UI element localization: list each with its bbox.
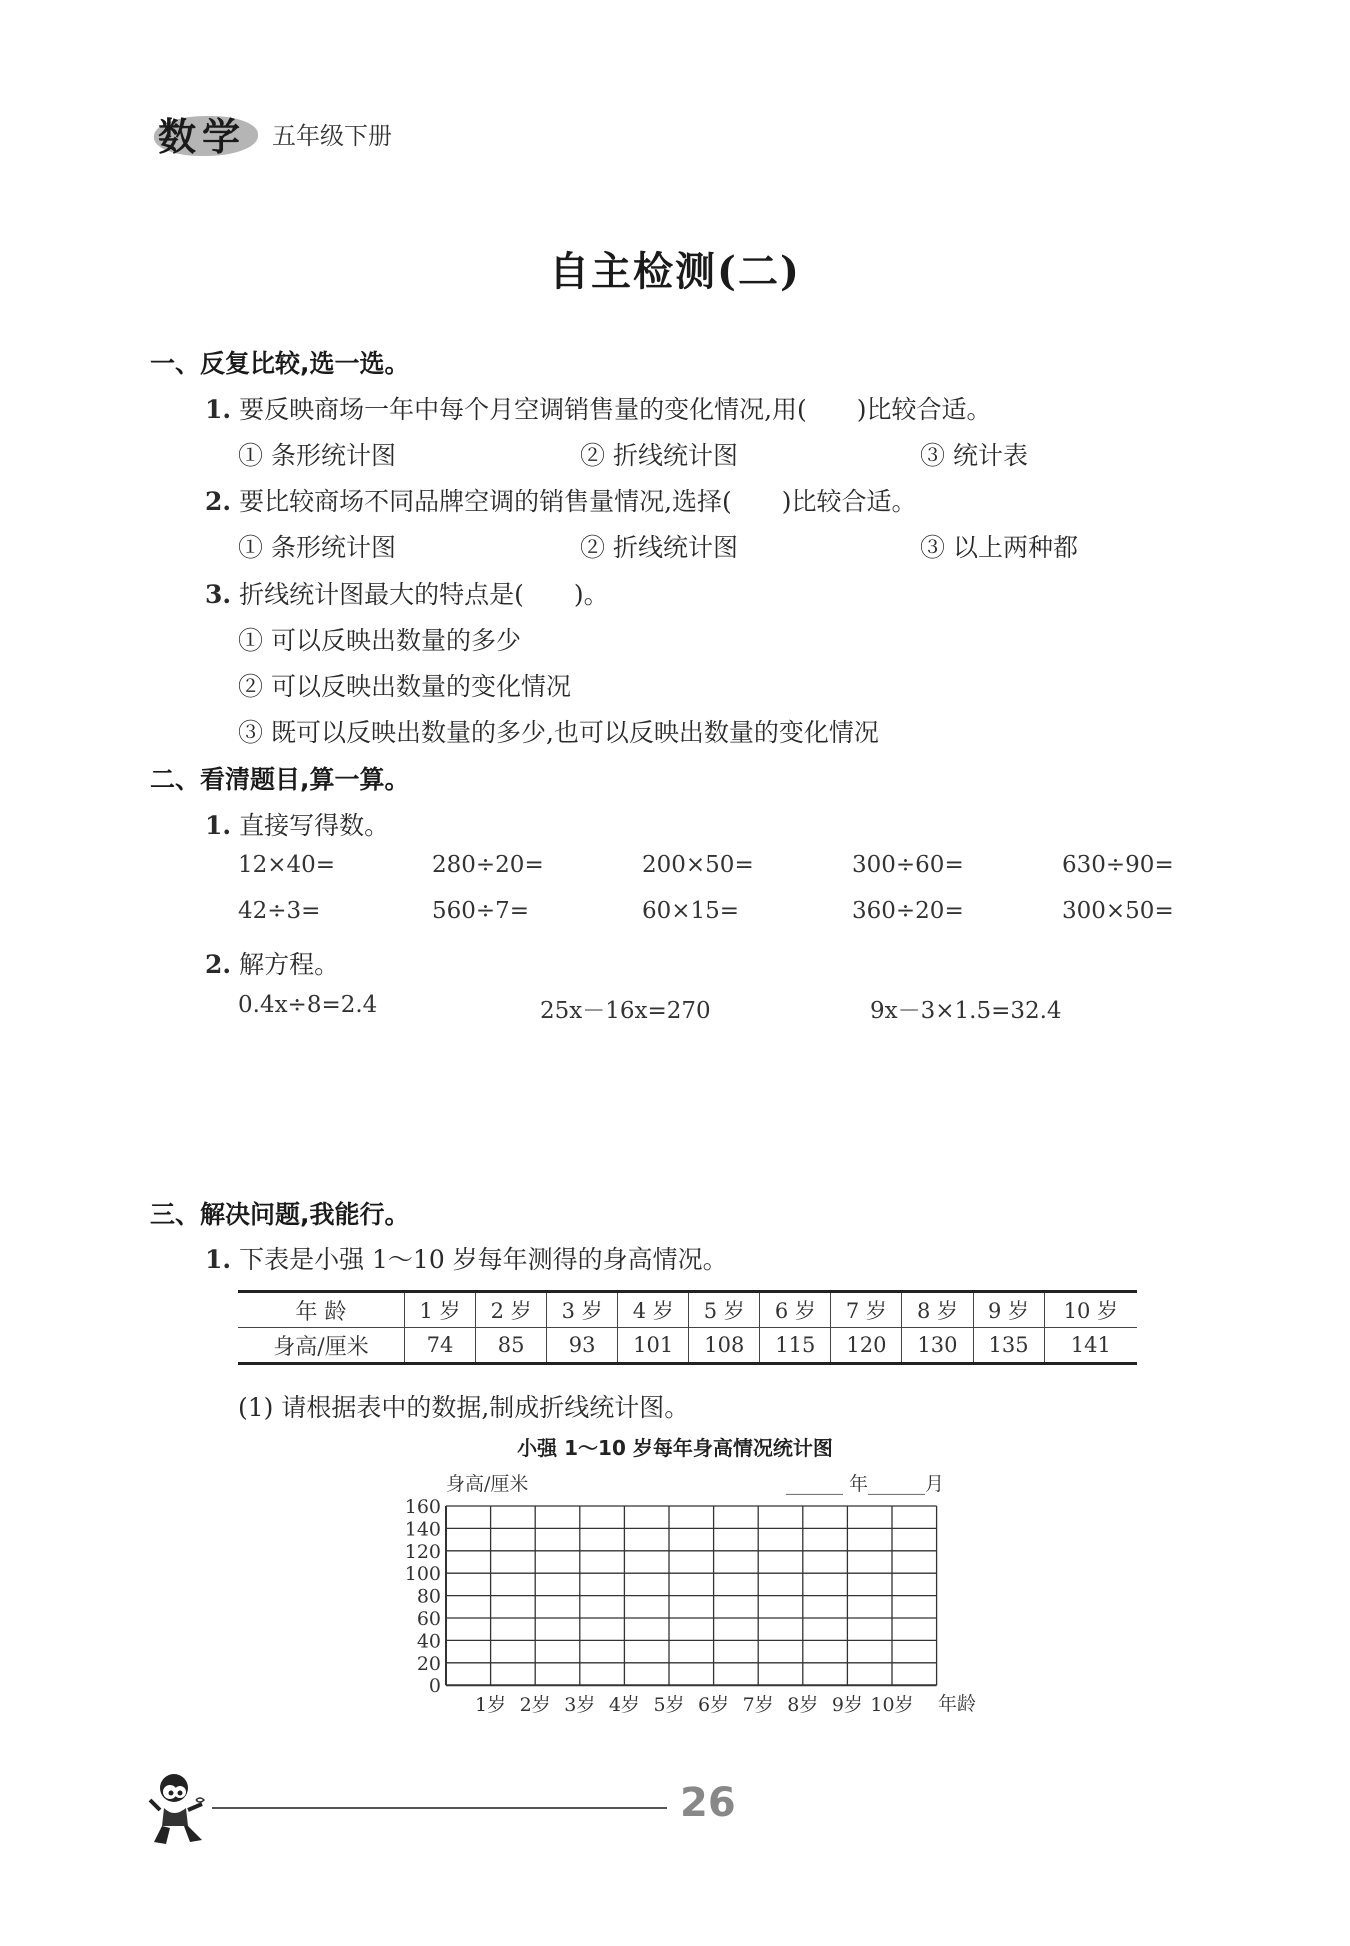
option: ② 折线统计图 [580, 441, 738, 470]
footer-rule [212, 1807, 667, 1809]
option: ① 条形统计图 [238, 441, 396, 470]
y-tick-label: 0 [428, 1675, 441, 1698]
height-cell: 93 [547, 1328, 618, 1364]
age-cell: 7 岁 [831, 1292, 902, 1328]
row-label: 年 龄 [238, 1292, 405, 1328]
calc-item: 630÷90= [1062, 852, 1174, 878]
section2-heading: 二、看清题目,算一算。 [150, 765, 410, 794]
section3-heading: 三、解决问题,我能行。 [150, 1200, 410, 1229]
x-tick-label: 2岁 [519, 1694, 551, 1717]
x-tick-label: 3岁 [564, 1694, 596, 1717]
page-number: 26 [680, 1780, 736, 1826]
calc-item: 560÷7= [432, 898, 530, 924]
height-table [238, 1290, 1137, 1365]
question-number: 1. [205, 395, 232, 424]
age-cell: 3 岁 [547, 1292, 618, 1328]
x-tick-label: 4岁 [608, 1694, 640, 1717]
question-1-3 [205, 575, 609, 611]
x-tick-label: 10岁 [870, 1694, 914, 1717]
age-cell: 1 岁 [405, 1292, 476, 1328]
age-cell: 10 岁 [1044, 1292, 1137, 1328]
chart-title: 小强 1～10 岁每年身高情况统计图 [517, 1436, 833, 1460]
height-cell: 85 [476, 1328, 547, 1364]
height-cell: 115 [760, 1328, 831, 1364]
question-1-1 [205, 390, 992, 426]
question-text: 直接写得数。 [239, 811, 390, 840]
line-chart-grid [390, 1464, 1010, 1724]
equation: 9x－3×1.5=32.4 [870, 998, 1062, 1024]
equation: 25x－16x=270 [540, 998, 711, 1024]
x-tick-label: 8岁 [787, 1694, 819, 1717]
question-text: 折线统计图最大的特点是( )。 [239, 580, 609, 609]
question-2-2 [205, 945, 339, 981]
height-cell: 141 [1044, 1328, 1137, 1364]
age-cell: 2 岁 [476, 1292, 547, 1328]
section1-heading: 一、反复比较,选一选。 [150, 349, 410, 378]
question-text: 解方程。 [239, 950, 340, 979]
y-tick-label: 140 [404, 1518, 441, 1541]
height-cell: 101 [618, 1328, 689, 1364]
question-text: 要比较商场不同品牌空调的销售量情况,选择( )比较合适。 [239, 487, 917, 516]
question-2-1 [205, 806, 389, 842]
grade-label: 五年级下册 [272, 122, 392, 150]
height-cell: 74 [405, 1328, 476, 1364]
height-cell: 120 [831, 1328, 902, 1364]
age-cell: 5 岁 [689, 1292, 760, 1328]
question-number: 1. [205, 811, 232, 840]
x-tick-label: 1岁 [475, 1694, 507, 1717]
option: ① 可以反映出数量的多少 [238, 626, 521, 655]
calc-item: 280÷20= [432, 852, 544, 878]
y-tick-label: 160 [404, 1496, 441, 1518]
question-text: 要反映商场一年中每个月空调销售量的变化情况,用( )比较合适。 [239, 395, 992, 424]
age-row [238, 1292, 1137, 1328]
y-tick-label: 20 [416, 1652, 441, 1675]
date-blank: ______ 年______月 [786, 1473, 945, 1495]
age-cell: 4 岁 [618, 1292, 689, 1328]
age-cell: 8 岁 [902, 1292, 973, 1328]
y-tick-label: 40 [416, 1630, 441, 1653]
calc-item: 300×50= [1062, 898, 1174, 924]
calc-item: 300÷60= [852, 852, 964, 878]
height-cell: 108 [689, 1328, 760, 1364]
x-tick-labels [475, 1694, 914, 1716]
question-text: 下表是小强 1～10 岁每年测得的身高情况。 [239, 1245, 728, 1274]
option: ① 条形统计图 [238, 533, 396, 562]
question-3-1 [205, 1240, 728, 1276]
y-axis-label: 身高/厘米 [446, 1473, 529, 1495]
y-tick-label: 80 [416, 1585, 441, 1608]
calc-item: 42÷3= [238, 898, 321, 924]
x-axis-label: 年龄 [938, 1693, 977, 1715]
x-tick-label: 9岁 [831, 1694, 863, 1717]
option: ② 折线统计图 [580, 533, 738, 562]
age-cell: 6 岁 [760, 1292, 831, 1328]
equation: 0.4x÷8=2.4 [238, 992, 378, 1018]
height-row [238, 1328, 1137, 1364]
chart-grid [446, 1506, 937, 1685]
y-tick-label: 60 [416, 1608, 441, 1630]
y-tick-label: 100 [404, 1563, 441, 1586]
subject-label: 数学 [158, 115, 247, 159]
subquestion-1: (1) 请根据表中的数据,制成折线统计图。 [238, 1393, 690, 1422]
y-tick-label: 120 [404, 1540, 441, 1563]
question-number: 2. [205, 950, 232, 979]
calc-item: 360÷20= [852, 898, 964, 924]
option: ③ 统计表 [920, 441, 1028, 470]
calc-item: 60×15= [642, 898, 740, 924]
row-label: 身高/厘米 [238, 1328, 405, 1364]
option: ② 可以反映出数量的变化情况 [238, 672, 571, 701]
option: ③ 既可以反映出数量的多少,也可以反映出数量的变化情况 [238, 718, 879, 747]
question-number: 3. [205, 580, 232, 609]
x-tick-label: 6岁 [698, 1694, 730, 1717]
y-tick-labels [405, 1496, 441, 1697]
height-cell: 135 [973, 1328, 1044, 1364]
height-cell: 130 [902, 1328, 973, 1364]
question-1-2 [205, 482, 917, 518]
page-title: 自主检测(二) [549, 248, 801, 295]
subject-badge [150, 102, 260, 162]
question-number: 2. [205, 487, 232, 516]
x-tick-label: 5岁 [653, 1694, 685, 1717]
option: ③ 以上两种都 [920, 533, 1078, 562]
x-tick-label: 7岁 [742, 1694, 774, 1717]
calc-item: 200×50= [642, 852, 754, 878]
calc-item: 12×40= [238, 852, 336, 878]
age-cell: 9 岁 [973, 1292, 1044, 1328]
mascot-icon [146, 1770, 208, 1848]
question-number: 1. [205, 1245, 232, 1274]
